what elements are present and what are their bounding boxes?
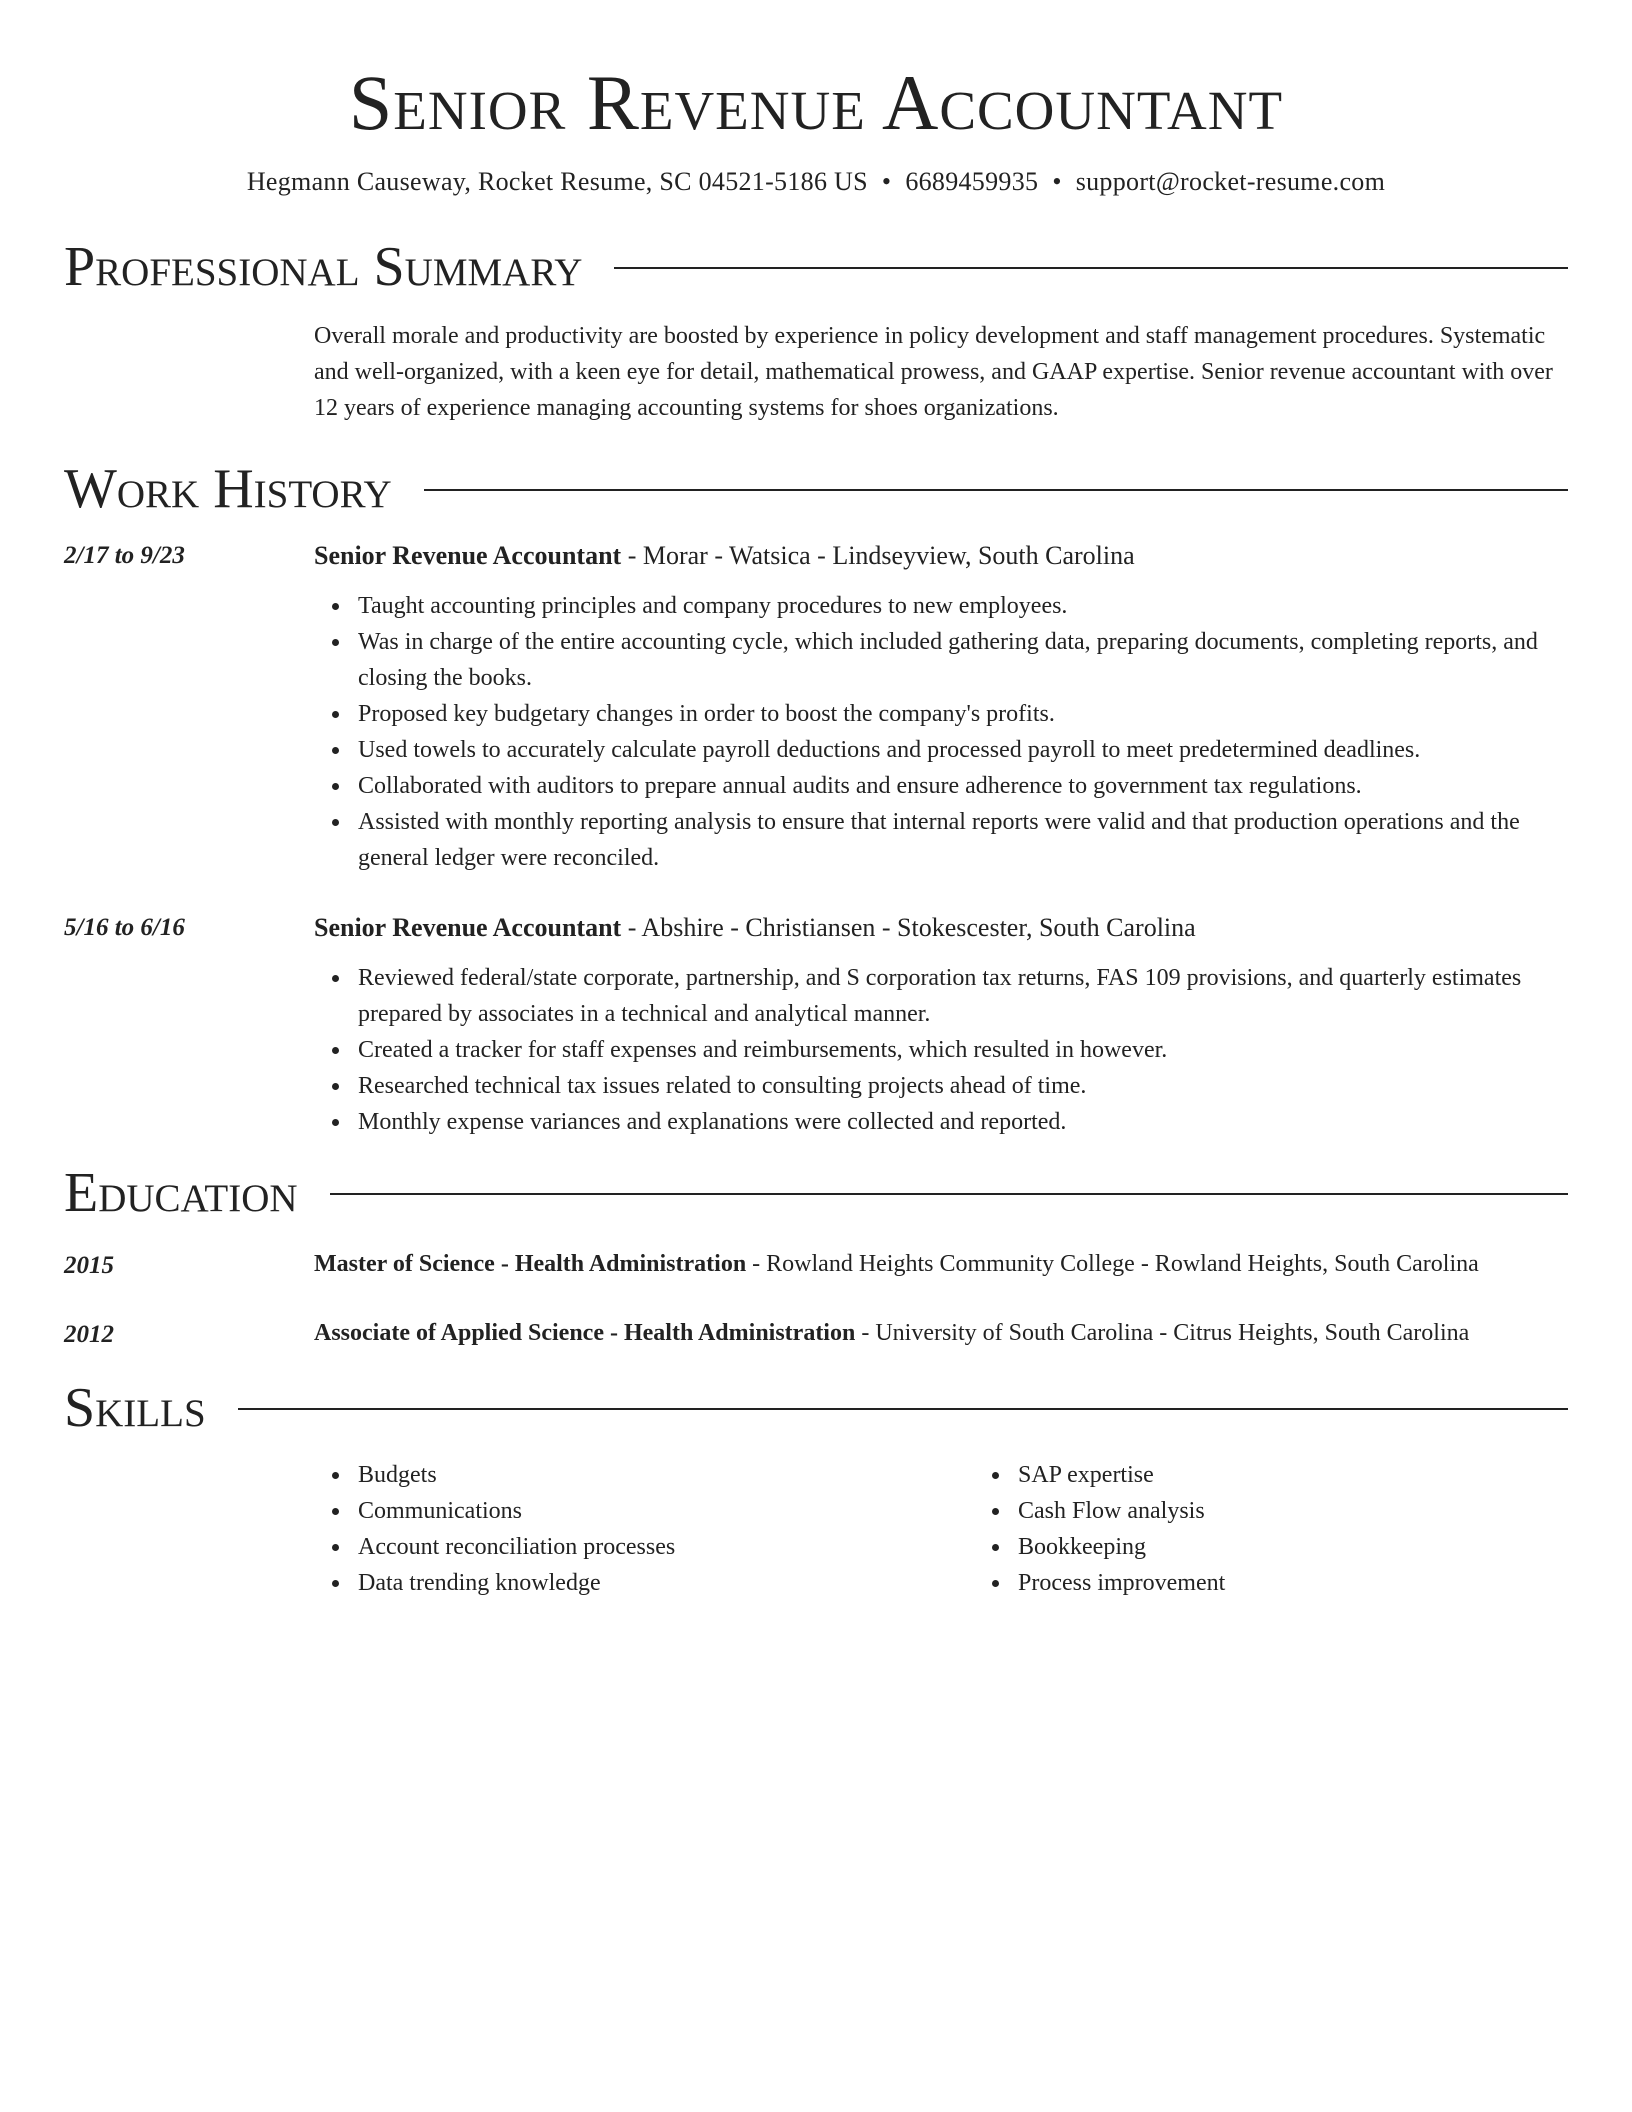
contact-separator: • xyxy=(881,167,892,196)
contact-phone: 6689459935 xyxy=(905,167,1039,196)
resume-title: Senior Revenue Accountant xyxy=(348,59,1284,146)
education-heading: Education xyxy=(64,1162,298,1224)
list-item: SAP expertise xyxy=(1018,1457,1225,1493)
section-divider xyxy=(238,1408,1568,1410)
job-title-line xyxy=(314,536,1568,576)
job-title-line xyxy=(314,908,1568,948)
list-item: Was in charge of the entire accounting cycle, which included gathering data, preparing documents, completing reports, and closing the books. xyxy=(358,624,1568,696)
list-item: Assisted with monthly reporting analysis to ensure that internal reports were valid and that production operations and the general ledger were reconciled. xyxy=(358,804,1568,876)
list-item: Created a tracker for staff expenses and reimbursements, which resulted in however. xyxy=(358,1032,1568,1068)
section-divider xyxy=(424,489,1568,491)
section-divider xyxy=(330,1193,1568,1195)
contact-address: Hegmann Causeway, Rocket Resume, SC 04521-5186 US xyxy=(246,167,868,196)
skills-column-1 xyxy=(314,1457,974,1601)
job-entry xyxy=(64,908,1568,1140)
job-bullets xyxy=(314,588,1568,876)
list-item: Budgets xyxy=(358,1457,974,1493)
contact-line xyxy=(64,166,1568,198)
list-item: Monthly expense variances and explanations were collected and reported. xyxy=(358,1104,1568,1140)
work-section-header xyxy=(64,456,1568,522)
education-details: - University of South Carolina - Citrus Heights, South Carolina xyxy=(855,1320,1470,1346)
skills-section-header xyxy=(64,1375,1568,1441)
education-details: - Rowland Heights Community College - Rowland Heights, South Carolina xyxy=(746,1251,1479,1277)
education-entry xyxy=(64,1246,1568,1286)
skills-row xyxy=(64,1457,1568,1601)
list-item: Reviewed federal/state corporate, partnership, and S corporation tax returns, FAS 109 provisions, and quarterly estimates prepared by associates in a technical and analytical manner. xyxy=(358,960,1568,1032)
skills-spacer xyxy=(64,1457,314,1601)
job-bullets xyxy=(314,960,1568,1140)
education-content xyxy=(314,1246,1568,1286)
summary-row xyxy=(64,318,1568,426)
summary-section-header xyxy=(64,234,1568,300)
job-dates: 2/17 to 9/23 xyxy=(64,542,185,569)
list-item: Bookkeeping xyxy=(1018,1529,1225,1565)
skills-column-2 xyxy=(974,1457,1225,1601)
education-degree: Associate of Applied Science - Health Administration xyxy=(314,1320,856,1346)
list-item: Process improvement xyxy=(1018,1565,1225,1601)
education-year: 2015 xyxy=(64,1252,114,1279)
education-content xyxy=(314,1315,1568,1355)
list-item: Collaborated with auditors to prepare annual audits and ensure adherence to government tax regulations. xyxy=(358,768,1568,804)
skills-grid xyxy=(314,1457,1568,1601)
job-content xyxy=(314,536,1568,876)
contact-separator: • xyxy=(1052,167,1062,196)
summary-text: Overall morale and productivity are boosted by experience in policy development and staff management procedures. Systematic and well-organized, with a keen eye for detail, mathematical prowess, and GAAP expertise. Senior revenue accountant with over 12 years of experience managing accounting systems for shoes organizations. xyxy=(314,323,1553,421)
job-title: Senior Revenue Accountant xyxy=(314,913,622,942)
resume-page xyxy=(64,0,1568,1601)
summary-heading: Professional Summary xyxy=(64,236,583,298)
section-divider xyxy=(614,267,1568,269)
job-content xyxy=(314,908,1568,1140)
education-entry xyxy=(64,1315,1568,1355)
job-title: Senior Revenue Accountant xyxy=(314,541,622,570)
list-item: Proposed key budgetary changes in order to boost the company's profits. xyxy=(358,696,1568,732)
summary-spacer xyxy=(64,318,314,426)
education-degree: Master of Science - Health Administration xyxy=(314,1251,747,1277)
job-entry xyxy=(64,536,1568,876)
list-item: Taught accounting principles and company procedures to new employees. xyxy=(358,588,1568,624)
job-details: - Morar - Watsica - Lindseyview, South Carolina xyxy=(621,541,1135,570)
list-item: Used towels to accurately calculate payroll deductions and processed payroll to meet predetermined deadlines. xyxy=(358,732,1568,768)
education-section-header xyxy=(64,1160,1568,1226)
skills-heading: Skills xyxy=(64,1377,206,1439)
job-dates: 5/16 to 6/16 xyxy=(64,914,185,941)
job-details: - Abshire - Christiansen - Stokescester, South Carolina xyxy=(621,913,1196,942)
list-item: Researched technical tax issues related to consulting projects ahead of time. xyxy=(358,1068,1568,1104)
skills-content xyxy=(314,1457,1568,1601)
list-item: Data trending knowledge xyxy=(358,1565,974,1601)
list-item: Communications xyxy=(358,1493,974,1529)
education-year: 2012 xyxy=(64,1321,114,1348)
list-item: Account reconciliation processes xyxy=(358,1529,974,1565)
work-heading: Work History xyxy=(64,458,392,520)
contact-email: support@rocket-resume.com xyxy=(1075,167,1386,196)
list-item: Cash Flow analysis xyxy=(1018,1493,1225,1529)
